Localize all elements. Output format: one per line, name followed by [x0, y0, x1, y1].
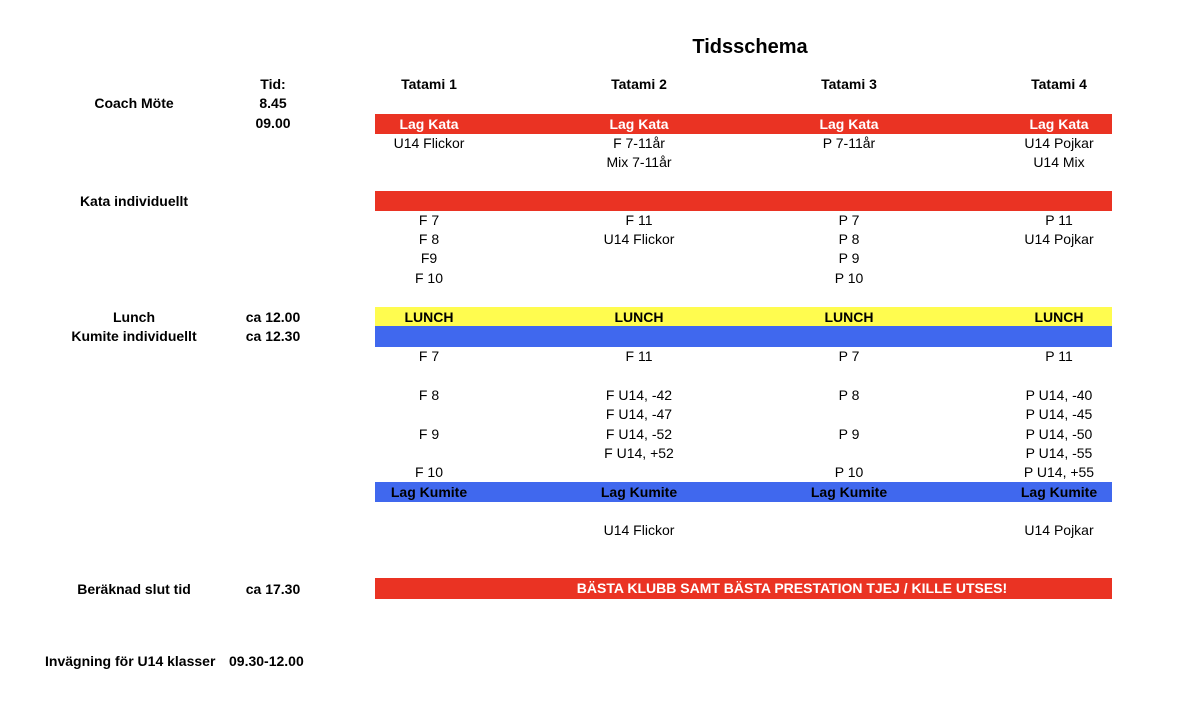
schedule-cell: P 7: [838, 212, 860, 228]
schedule-cell: F 11: [625, 348, 653, 364]
schedule-cell: F U14, +52: [604, 445, 674, 461]
schedule-cell: P 7-11år: [822, 135, 876, 151]
lunch-label: LUNCH: [1034, 309, 1084, 325]
lag-kumite-label: Lag Kumite: [600, 484, 678, 500]
schedule-cell: P 9: [838, 426, 860, 442]
label-beraknad-slut-tid: Beräknad slut tid: [77, 581, 191, 597]
schedule-cell: P 8: [838, 387, 860, 403]
time-lunch: ca 12.00: [245, 309, 301, 325]
time-slut: ca 17.30: [245, 581, 301, 597]
schedule-cell: P 11: [1045, 348, 1073, 364]
tatami-header: Tatami 2: [611, 76, 667, 92]
schedule-cell: U14 Flickor: [603, 231, 675, 247]
tatami-header: Tatami 4: [1031, 76, 1087, 92]
schedule-cell: F 7: [418, 212, 440, 228]
schedule-cell: Mix 7-11år: [606, 154, 672, 170]
schedule-cell: P 10: [834, 270, 864, 286]
lag-kumite-label: Lag Kumite: [810, 484, 888, 500]
lag-kata-bar: [375, 114, 1112, 134]
schedule-cell: F 10: [414, 464, 444, 480]
schedule-cell: F 8: [418, 231, 440, 247]
schedule-cell: U14 Flickor: [603, 522, 675, 538]
lunch-label: LUNCH: [614, 309, 664, 325]
tatami-header: Tatami 3: [821, 76, 877, 92]
schedule-cell: F 7-11år: [613, 135, 665, 151]
time-kumite: ca 12.30: [245, 328, 301, 344]
lag-kata-label: Lag Kata: [609, 116, 669, 132]
time-coach: 8.45: [259, 95, 287, 111]
schedule-cell: P 11: [1045, 212, 1073, 228]
schedule-cell: U14 Flickor: [393, 135, 465, 151]
schedule-cell: P U14, -45: [1025, 406, 1093, 422]
schedule-cell: F U14, -52: [605, 426, 673, 442]
schedule-cell: F U14, -42: [605, 387, 673, 403]
kumite-individuellt-bar: [375, 326, 1112, 347]
schedule-cell: F 11: [625, 212, 653, 228]
lunch-label: LUNCH: [824, 309, 874, 325]
schedule-cell: U14 Mix: [1033, 154, 1085, 170]
schedule-cell: P 9: [838, 250, 860, 266]
schedule-cell: P 10: [834, 464, 864, 480]
label-kata-individuellt: Kata individuellt: [79, 193, 189, 209]
schedule-cell: P 7: [838, 348, 860, 364]
lag-kumite-label: Lag Kumite: [390, 484, 468, 500]
lag-kata-label: Lag Kata: [399, 116, 459, 132]
schedule-cell: F 7: [418, 348, 440, 364]
label-invagning: Invägning för U14 klasser: [45, 653, 216, 669]
time-lag-kata: 09.00: [255, 115, 291, 131]
page-title: Tidsschema: [692, 36, 808, 58]
time-header: Tid:: [260, 76, 286, 92]
schedule-cell: F9: [420, 250, 438, 266]
kata-individuellt-bar: [375, 191, 1112, 211]
time-invagning: 09.30-12.00: [229, 653, 304, 669]
lag-kumite-label: Lag Kumite: [1020, 484, 1098, 500]
lag-kumite-bar: [375, 482, 1112, 502]
label-coach-mote: Coach Möte: [94, 95, 174, 111]
schedule-cell: U14 Pojkar: [1024, 135, 1094, 151]
final-banner-text: BÄSTA KLUBB SAMT BÄSTA PRESTATION TJEJ / KILLE UTSES!: [576, 580, 1008, 596]
schedule-cell: P U14, +55: [1023, 464, 1095, 480]
schedule-cell: P U14, -50: [1025, 426, 1093, 442]
schedule-cell: P 8: [838, 231, 860, 247]
schedule-cell: P U14, -40: [1025, 387, 1093, 403]
lag-kata-label: Lag Kata: [1029, 116, 1089, 132]
lunch-label: LUNCH: [404, 309, 454, 325]
lunch-bar: [375, 307, 1112, 326]
schedule-cell: F 8: [418, 387, 440, 403]
schedule-cell: F 9: [418, 426, 440, 442]
schedule-cell: F U14, -47: [605, 406, 673, 422]
schedule-cell: F 10: [414, 270, 444, 286]
schedule-cell: U14 Pojkar: [1024, 231, 1094, 247]
label-kumite-individuellt: Kumite individuellt: [71, 328, 197, 344]
label-lunch: Lunch: [113, 309, 155, 325]
schedule-cell: P U14, -55: [1025, 445, 1093, 461]
schedule-cell: U14 Pojkar: [1024, 522, 1094, 538]
tatami-header: Tatami 1: [401, 76, 457, 92]
lag-kata-label: Lag Kata: [819, 116, 879, 132]
